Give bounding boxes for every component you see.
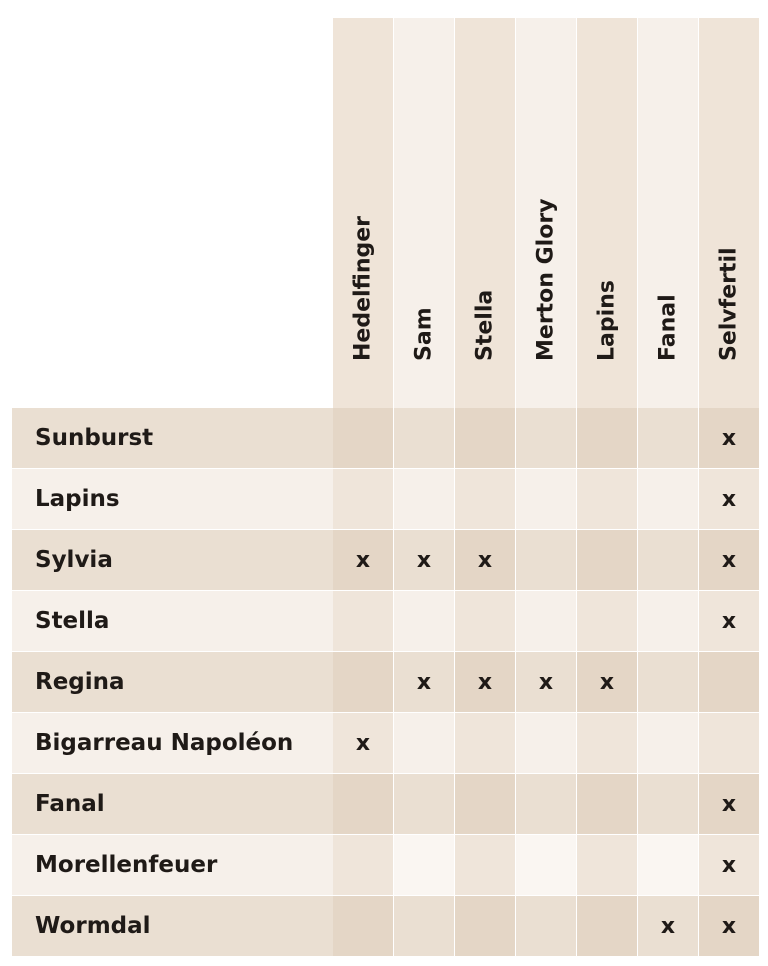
table-cell	[699, 713, 759, 773]
table-cell: x	[333, 530, 393, 590]
row-label: Regina	[12, 652, 333, 712]
column-header-label: Hedelfinger	[350, 215, 376, 361]
table-cell	[333, 469, 393, 529]
row-label: Wormdal	[12, 896, 333, 956]
column-header	[516, 18, 576, 408]
table-cell	[638, 469, 698, 529]
table-cell	[577, 591, 637, 651]
table-cell	[455, 469, 515, 529]
table-cell	[333, 591, 393, 651]
table-cell	[699, 652, 759, 712]
row-label: Sunburst	[12, 408, 333, 468]
table-cell	[455, 591, 515, 651]
table-cell: x	[699, 591, 759, 651]
table-cell	[455, 774, 515, 834]
column-header-label: Merton Glory	[533, 198, 559, 361]
table-cell: x	[394, 530, 454, 590]
table-cell	[638, 774, 698, 834]
table-cell	[333, 896, 393, 956]
table-cell	[455, 713, 515, 773]
table-cell: x	[699, 408, 759, 468]
row-label: Stella	[12, 591, 333, 651]
table-cell	[455, 835, 515, 895]
column-header	[699, 18, 759, 408]
row-label: Bigarreau Napoléon	[12, 713, 333, 773]
table-cell	[577, 713, 637, 773]
table-cell	[394, 591, 454, 651]
table-cell	[455, 896, 515, 956]
table-cell	[516, 408, 576, 468]
table-cell	[577, 835, 637, 895]
table-cell	[394, 774, 454, 834]
table-cell: x	[333, 713, 393, 773]
table-cell	[394, 469, 454, 529]
table-cell	[638, 713, 698, 773]
table-cell	[577, 469, 637, 529]
table-cell	[638, 591, 698, 651]
column-header-label: Sam	[411, 307, 437, 361]
table-cell	[516, 530, 576, 590]
column-header-label: Selvfertil	[716, 247, 742, 361]
table-cell	[516, 896, 576, 956]
table-cell	[516, 774, 576, 834]
column-header	[455, 18, 515, 408]
table-cell: x	[455, 530, 515, 590]
column-header	[577, 18, 637, 408]
table-cell: x	[699, 835, 759, 895]
table-cell	[577, 774, 637, 834]
table-cell: x	[699, 530, 759, 590]
table-cell	[638, 835, 698, 895]
table-cell: x	[699, 774, 759, 834]
table-cell	[577, 896, 637, 956]
table-cell	[394, 835, 454, 895]
column-header-label: Stella	[472, 289, 498, 361]
table-cell	[516, 469, 576, 529]
table-cell: x	[455, 652, 515, 712]
table-cell	[333, 835, 393, 895]
column-header-label: Lapins	[594, 280, 620, 361]
table-cell	[394, 408, 454, 468]
column-header	[638, 18, 698, 408]
row-label: Sylvia	[12, 530, 333, 590]
table-cell: x	[516, 652, 576, 712]
column-header	[394, 18, 454, 408]
table-cell	[516, 713, 576, 773]
table-cell	[577, 530, 637, 590]
table-cell	[516, 591, 576, 651]
table-cell	[455, 408, 515, 468]
table-cell: x	[699, 896, 759, 956]
table-cell	[638, 652, 698, 712]
table-cell	[333, 652, 393, 712]
row-label: Morellenfeuer	[12, 835, 333, 895]
table-cell: x	[638, 896, 698, 956]
table-cell: x	[699, 469, 759, 529]
table-cell	[577, 408, 637, 468]
table-cell	[394, 896, 454, 956]
row-label: Fanal	[12, 774, 333, 834]
table-cell: x	[577, 652, 637, 712]
column-header	[333, 18, 393, 408]
table-cell	[516, 835, 576, 895]
table-cell: x	[394, 652, 454, 712]
table-cell	[333, 408, 393, 468]
table-cell	[333, 774, 393, 834]
row-label: Lapins	[12, 469, 333, 529]
column-header-label: Fanal	[655, 294, 681, 361]
table-cell	[638, 530, 698, 590]
table-cell	[638, 408, 698, 468]
table-cell	[394, 713, 454, 773]
